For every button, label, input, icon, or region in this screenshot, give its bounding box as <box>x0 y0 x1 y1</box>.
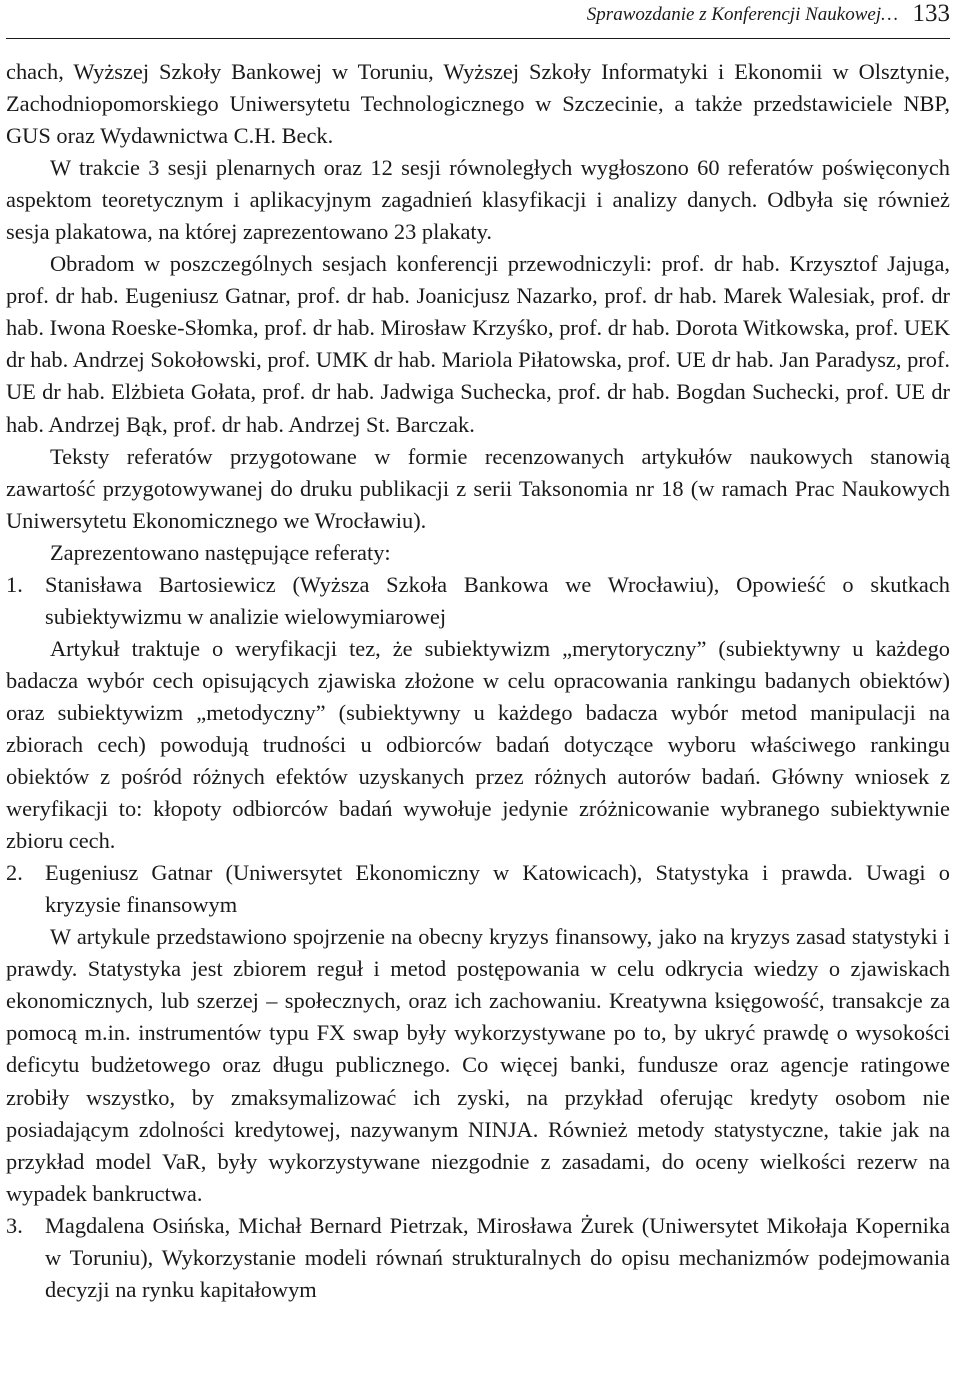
list-item <box>6 569 950 633</box>
list-item <box>6 857 950 921</box>
list-item-title: Eugeniusz Gatnar (Uniwersytet Ekonomiczny w Katowicach), Statystyka i prawda. Uwagi o kryzysie finansowym <box>45 860 950 918</box>
list-item <box>6 1210 950 1306</box>
paragraph-publication: Teksty referatów przygotowane w formie recenzowanych artykułów naukowych stanowią zawartość przygotowywanej do druku publikacji z serii Taksonomia nr 18 (w ramach Prac Naukowych Uniwersytetu Ekonomicznego we Wrocławiu). <box>6 443 950 533</box>
list-item-summary: Artykuł traktuje o weryfikacji tez, że subiektywizm „merytoryczny” (subiektywny u każdego badacza wybór cech opisujących zjawiska złożone w celu opracowania rankingu badanych obiektów) oraz subiektywizm „metodyczny” (subiektywny u każdego badacza wybór metod manipulacji na zbiorach cech) powodują trudności u odbiorców badań dotyczące wyboru właściwego rankingu obiektów z pośród różnych efektów uzyskanych przez różnych autorów badań. Główny wniosek z weryfikacji to: kłopoty odbiorców badań wywołuje jedynie zróżnicowanie wybranego subiektywnie zbioru cech. <box>6 635 950 854</box>
paragraph-chairs: Obradom w poszczególnych sesjach konferencji przewodniczyli: prof. dr hab. Krzysztof Jajuga, prof. dr hab. Eugeniusz Gatnar, prof. dr hab. Joanicjusz Nazarko, prof. dr hab. Marek Walesiak, prof. dr hab. Iwona Roeske-Słomka, prof. dr hab. Mirosław Krzyśko, prof. dr hab. Dorota Witkowska, prof. UEK dr hab. Andrzej Sokołowski, prof. UMK dr hab. Mariola Piłatowska, prof. UE dr hab. Jan Paradysz, prof. UE dr hab. Elżbieta Gołata, prof. dr hab. Jadwiga Suchecka, prof. dr hab. Bogdan Suchecki, prof. UE dr hab. Andrzej Bąk, prof. dr hab. Andrzej St. Barczak. <box>6 251 950 437</box>
page-number: 133 <box>912 0 950 27</box>
paragraph-participants: chach, Wyższej Szkoły Bankowej w Toruniu, Wyższej Szkoły Informatyki i Ekonomii w Olsztynie, Zachodniopomorskiego Uniwersytetu Technologicznego w Szczecinie, a także przedstawiciele NBP, GUS oraz Wydawnictwa C.H. Beck. <box>6 59 950 149</box>
list-item-summary: W artykule przedstawiono spojrzenie na obecny kryzys finansowy, jako na kryzys zasad statystyki i prawdy. Statystyka jest zbiorem reguł i metod postępowania w celu odkrycia wiedzy o zjawiskach ekonomicznych, lub szerzej – społecznych, oraz ich zachowaniu. Kreatywna księgowość, transakcje za pomocą m.in. instrumentów typu FX swap były wykorzystywane po to, by ukryć prawdę o wysokości deficytu budżetowego oraz długu publicznego. Co więcej banki, fundusze oraz agencje ratingowe zrobiły wszystko, by zmaksymalizować ich zyski, na przykład oferując kredyty osobom nie posiadającym zdolności kredytowej, nazywanym NINJA. Również metody statystyczne, takie jak na przykład model VaR, były wykorzystywane niezgodnie z zasadami, do oceny wielkości rezerw na wypadek bankructwa. <box>6 924 950 1206</box>
running-title: Sprawozdanie z Konferencji Naukowej… <box>586 4 898 25</box>
list-item-title: Magdalena Osińska, Michał Bernard Pietrzak, Mirosława Żurek (Uniwersytet Mikołaja Kopernika w Toruniu), Wykorzystanie modeli równań strukturalnych do opisu mechanizmów podejmowania decyzji na rynku kapitałowym <box>45 1212 950 1302</box>
paragraph-list-intro: Zaprezentowano następujące referaty: <box>50 539 391 565</box>
list-item-number: 1. <box>6 571 23 597</box>
running-header <box>6 0 950 39</box>
list-item-title: Stanisława Bartosiewicz (Wyższa Szkoła Bankowa we Wrocławiu), Opowieść o skutkach subiektywizmu w analizie wielowymiarowej <box>45 571 950 629</box>
paragraph-sessions: W trakcie 3 sesji plenarnych oraz 12 sesji równoległych wygłoszono 60 referatów poświęconych aspektom teoretycznym i aplikacyjnym zagadnień klasyfikacji i analizy danych. Odbyła się również sesja plakatowa, na której zaprezentowano 23 plakaty. <box>6 155 950 245</box>
list-item-number: 2. <box>6 860 23 886</box>
list-item-number: 3. <box>6 1212 23 1238</box>
body-text <box>6 56 950 1306</box>
